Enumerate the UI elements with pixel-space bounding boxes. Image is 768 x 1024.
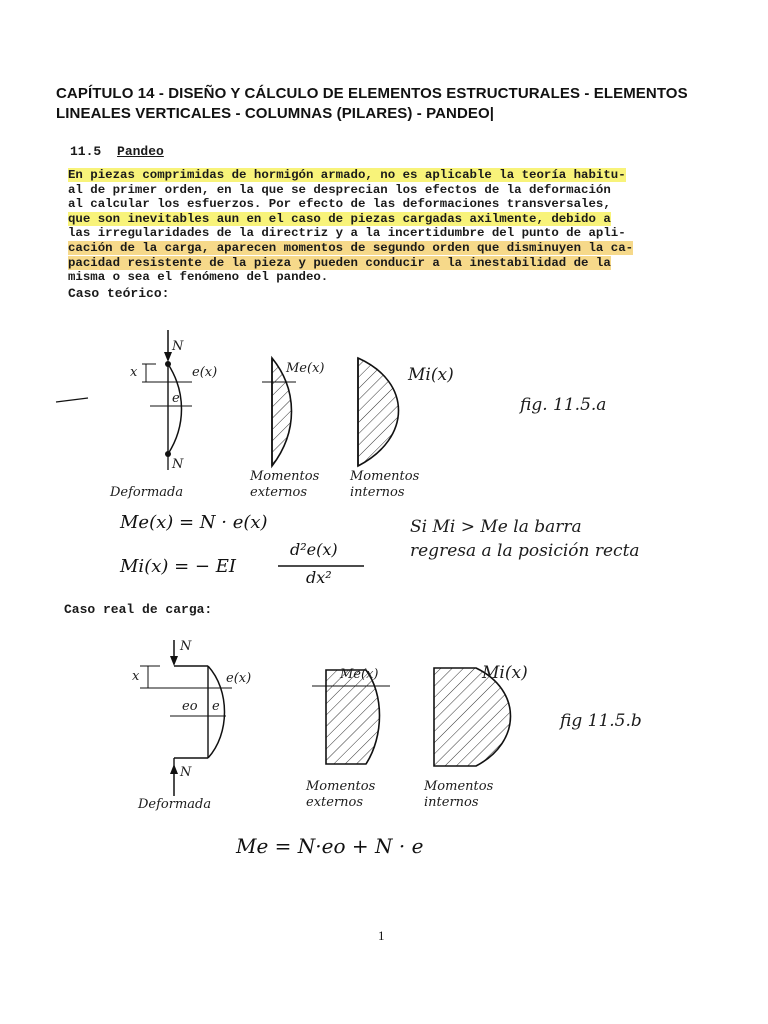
momentos-internos-teorico <box>358 358 399 466</box>
fig-label-b: fig 11.5.b <box>560 711 642 731</box>
label-N-bottom-a: N <box>172 457 184 472</box>
paragraph-line-1: En piezas comprimidas de hormigón armado, no es aplicable la teoría habitu- <box>68 168 626 182</box>
page-title: CAPÍTULO 14 - DISEÑO Y CÁLCULO DE ELEMENTOS ESTRUCTURALES - ELEMENTOS LINEALES VERTICALES - COLUMNAS (PILARES) - PANDEO| <box>56 85 688 122</box>
paragraph-line: misma o sea el fenómeno del pandeo. <box>68 270 329 285</box>
paragraph-line-6: cación de la carga, aparecen momentos de segundo orden que disminuyen la ca- <box>68 240 634 255</box>
label-momentos-internos-a-2: internos <box>350 485 405 500</box>
label-momentos-internos-b-1: Momentos <box>424 779 494 794</box>
paragraph-line-7: pacidad resistente de la pieza y pueden conducir a la inestabilidad de la <box>68 255 611 270</box>
label-ex-a: e(x) <box>192 365 218 380</box>
label-deformada-a: Deformada <box>110 485 184 500</box>
section-number: 11.5 <box>70 144 102 159</box>
momentos-externos-real <box>312 667 390 764</box>
label-Me-b: Me(x) <box>340 667 379 682</box>
note-line-2: regresa a la posición recta <box>410 541 640 561</box>
label-ex-b: e(x) <box>226 671 252 686</box>
label-momentos-internos-b-2: internos <box>424 795 479 810</box>
paragraph-line: al de primer orden, en la que se desprecian los efectos de la deformación <box>68 182 611 197</box>
label-e-b: e <box>212 699 220 714</box>
label-e-a: e <box>172 391 180 406</box>
fig-label-a: fig. 11.5.a <box>520 395 607 415</box>
equation-Me-real: Me = N·eo + N · e <box>236 834 424 858</box>
label-momentos-internos-a-1: Momentos <box>350 469 420 484</box>
equation-Mi-numerator: d²e(x) <box>290 540 338 559</box>
label-Me-a: Me(x) <box>286 361 325 376</box>
label-deformada-b: Deformada <box>138 797 212 812</box>
label-x-a: x <box>130 365 138 380</box>
page-number: 1 <box>378 928 385 943</box>
label-x-b: x <box>132 669 140 684</box>
paragraph-line: al calcular los esfuerzos. Por efecto de las deformaciones transversales, <box>68 197 611 212</box>
caso-real-label: Caso real de carga: <box>64 602 213 617</box>
label-eo-b: eo <box>182 699 198 714</box>
label-N-top-a: N <box>172 339 184 354</box>
equation-Mi-denominator: dx² <box>306 568 332 587</box>
equation-Me: Me(x) = N · e(x) <box>120 512 268 533</box>
label-Mi-a: Mi(x) <box>408 365 454 385</box>
section-heading-text: Pandeo <box>117 144 164 159</box>
caso-teorico-label: Caso teórico: <box>68 286 170 301</box>
label-momentos-externos-b-2: externos <box>306 795 364 810</box>
label-momentos-externos-a-1: Momentos <box>250 469 320 484</box>
label-momentos-externos-b-1: Momentos <box>306 779 376 794</box>
note-line-1: Si Mi > Me la barra <box>410 517 582 537</box>
paragraph-line-4: que son inevitables aun en el caso de piezas cargadas axilmente, debido a <box>68 211 611 226</box>
label-momentos-externos-a-2: externos <box>250 485 308 500</box>
label-N-bottom-b: N <box>180 765 192 780</box>
equation-Mi-lhs: Mi(x) = − EI <box>120 556 236 577</box>
paragraph-line: las irregularidades de la directriz y a la incertidumbre del punto de apli- <box>68 226 626 241</box>
label-Mi-b: Mi(x) <box>482 663 528 683</box>
label-N-top-b: N <box>180 639 192 654</box>
